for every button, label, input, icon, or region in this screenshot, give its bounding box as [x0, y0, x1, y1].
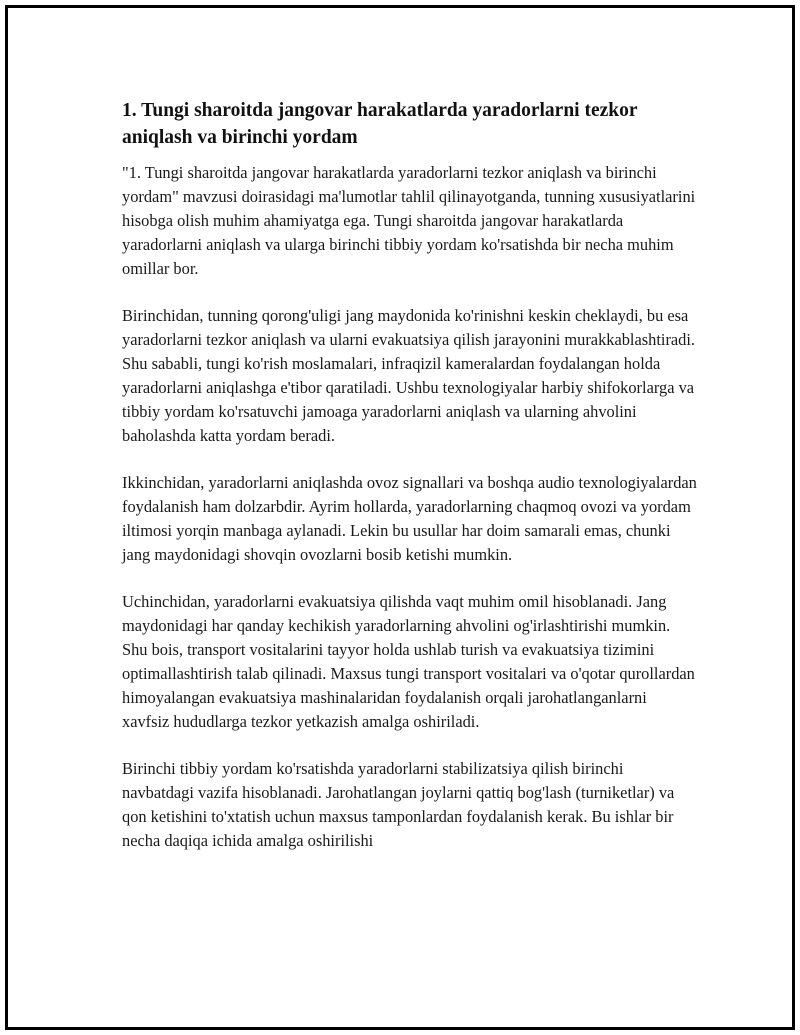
paragraph-first-aid: Birinchi tibbiy yordam ko'rsatishda yaradorlarni stabilizatsiya qilish birinchi navbatdagi vazifa hisoblanadi. Jarohatlangan joylarni qattiq bog'lash (turniketlar) va qon ketishini to'xtatish uchun maxsus tamponlardan foydalanish kerak. Bu ishlar bir necha daqiqa ichida amalga oshirilishi [122, 759, 675, 850]
paragraph-first-point: Birinchidan, tunning qorong'uligi jang maydonida ko'rinishni keskin cheklaydi, bu esa yaradorlarni tezkor aniqlash va ularni evakuatsiya qilish jarayonini murakkablashtiradi. Shu sababli, tungi ko'rish moslamalari, infraqizil kameralardan foydalangan holda yaradorlarni aniqlashga e'tibor qaratiladi. Ushbu texnologiyalar harbiy shifokorlarga va tibbiy yordam ko'rsatuvchi jamoaga yaradorlarni aniqlash va ularning ahvolini baholashda katta yordam beradi. [122, 306, 696, 445]
paragraph-intro: "1. Tungi sharoitda jangovar harakatlarda yaradorlarni tezkor aniqlash va birinchi yordam" mavzusi doirasidagi ma'lumotlar tahlil qilinayotganda, tunning xususiyatlarini hisobga olish muhim ahamiyatga ega. Tungi sharoitda jangovar harakatlarda yaradorlarni aniqlash va ularga birinchi tibbiy yordam ko'rsatishda bir necha muhim omillar bor. [122, 163, 696, 278]
document-content [122, 97, 697, 876]
document-page [5, 5, 795, 1030]
paragraph-third-point: Uchinchidan, yaradorlarni evakuatsiya qilishda vaqt muhim omil hisoblanadi. Jang maydonidagi har qanday kechikish yaradorlarning ahvolini og'irlashtirishi mumkin. Shu bois, transport vositalarini tayyor holda ushlab turish va evakuatsiya tizimini optimallashtirish talab qilinadi. Maxsus tungi transport vositalari va o'qotar qurollardan himoyalangan evakuatsiya mashinalaridan foydalanish orqali jarohatlanganlarni xavfsiz hududlarga tezkor yetkazish amalga oshiriladi. [122, 592, 695, 731]
document-title: 1. Tungi sharoitda jangovar harakatlarda yaradorlarni tezkor aniqlash va birinchi yordam [122, 100, 638, 148]
paragraph-second-point: Ikkinchidan, yaradorlarni aniqlashda ovoz signallari va boshqa audio texnologiyalardan foydalanish ham dolzarbdir. Ayrim hollarda, yaradorlarning chaqmoq ovozi va yordam iltimosi yorqin manbaga aylanadi. Lekin bu usullar har doim samarali emas, chunki jang maydonidagi shovqin ovozlarni bosib ketishi mumkin. [122, 473, 697, 564]
